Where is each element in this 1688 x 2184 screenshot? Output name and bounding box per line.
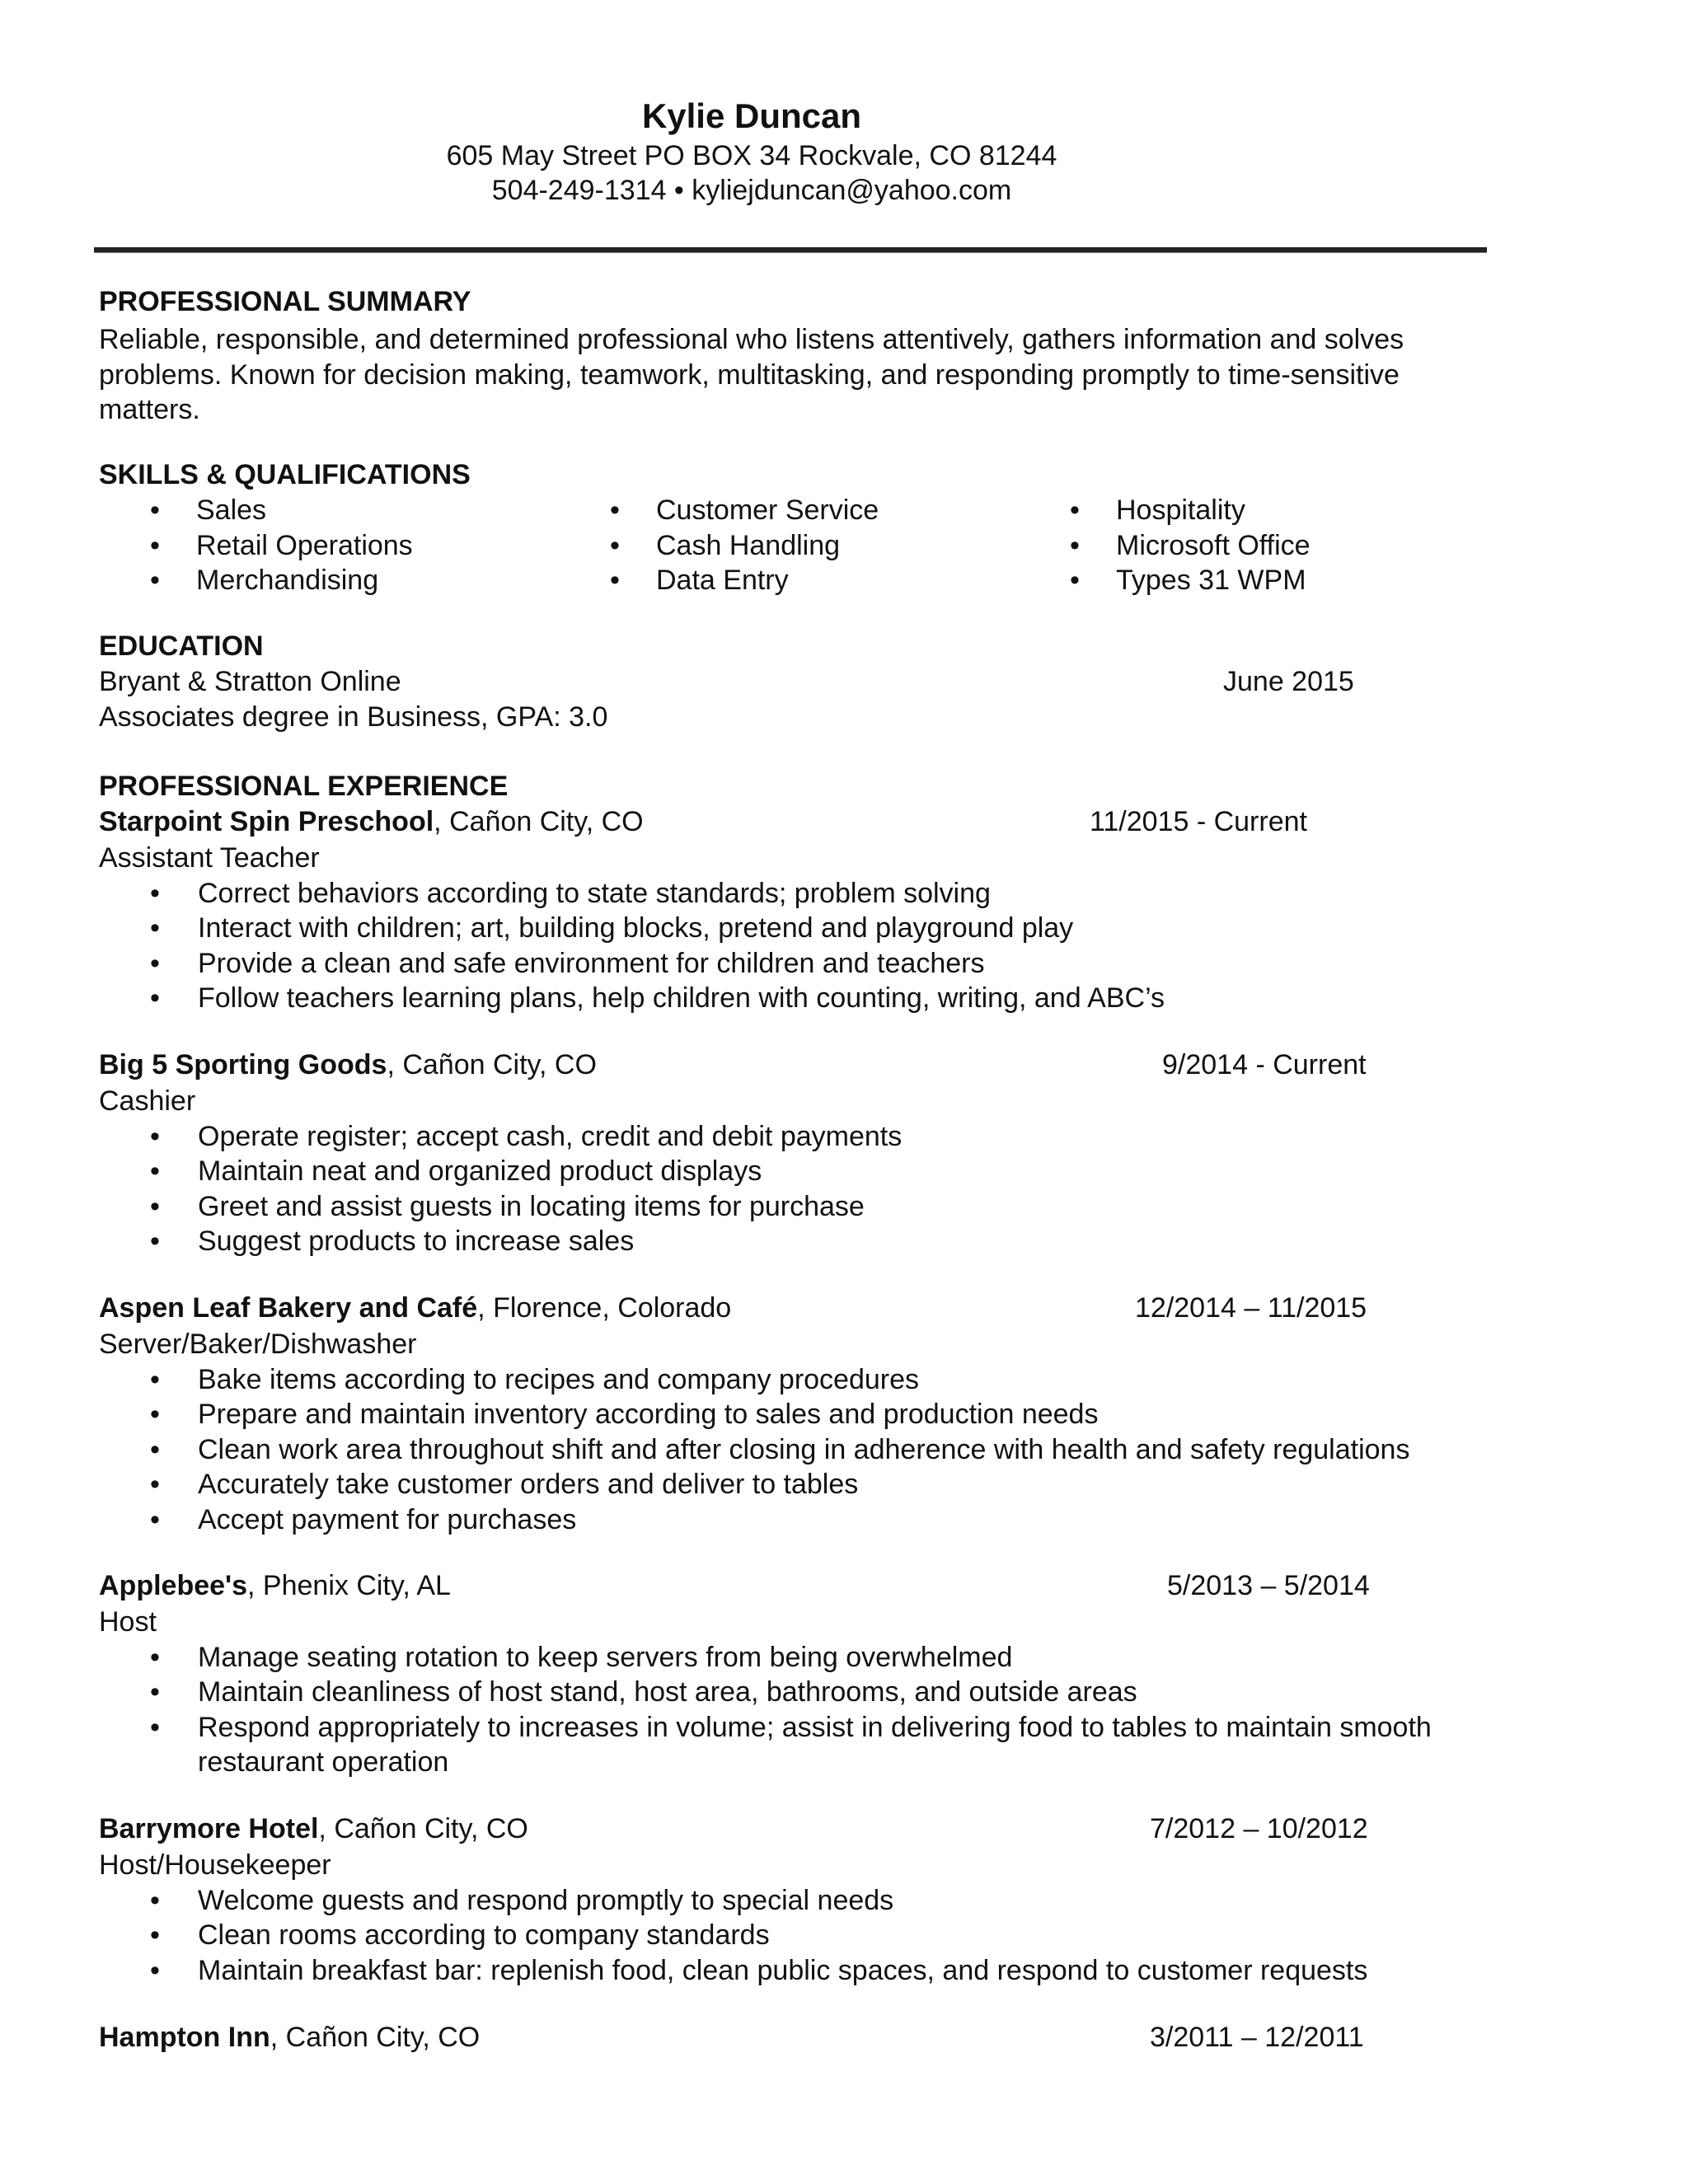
bullet-glyph: • (150, 912, 160, 944)
duty-text: Bake items according to recipes and company procedures (198, 1364, 920, 1395)
job-header (99, 1568, 451, 1603)
job-location: , Cañon City, CO (318, 1813, 528, 1844)
bullet-glyph: • (150, 982, 160, 1015)
skill-label: Sales (196, 494, 267, 526)
duty-text: Provide a clean and safe environment for children and teachers (198, 947, 985, 979)
duty-text: Clean rooms according to company standards (198, 1919, 770, 1952)
education-heading: EDUCATION (99, 630, 264, 662)
bullet-glyph: • (150, 565, 160, 597)
summary-text: Reliable, responsible, and determined professional who listens attentively, gathers information and solves problems. Known for decision making, teamwork, multitasking, and responding promptly to time-sensitive matters. (99, 324, 1404, 425)
header-divider (94, 247, 1487, 253)
bullet-glyph: • (150, 1399, 160, 1431)
bullet-glyph: • (150, 947, 160, 979)
bullet-glyph: • (150, 1364, 160, 1395)
bullet-glyph: • (150, 1954, 160, 1986)
duty-text: Operate register; accept cash, credit and debit payments (198, 1121, 903, 1152)
job-location: , Cañon City, CO (387, 1049, 597, 1080)
bullet-glyph: • (150, 1121, 160, 1152)
job-company: Hampton Inn (99, 2022, 270, 2053)
job-company: Starpoint Spin Preschool (99, 806, 434, 837)
duty-text: Greet and assist guests in locating items for purchase (198, 1190, 865, 1222)
job-duties (150, 1640, 1543, 1780)
duty-text: Respond appropriately to increases in volume; assist in delivering food to tables to maintain smooth restaurant operation (198, 1711, 1432, 1779)
bullet-glyph: • (150, 1885, 160, 1916)
job-title: Host (99, 1606, 157, 1638)
duty-item (150, 1502, 1543, 1537)
job-duties (150, 1883, 1543, 1988)
duty-text: Maintain neat and organized product displays (198, 1155, 762, 1188)
duty-text: Manage seating rotation to keep servers from being overwhelmed (198, 1642, 1013, 1673)
job-duties (150, 1119, 1543, 1259)
job-title: Assistant Teacher (99, 842, 320, 874)
bullet-glyph: • (610, 494, 620, 526)
job-title: Cashier (99, 1085, 196, 1117)
skill-label: Merchandising (196, 565, 379, 597)
bullet-glyph: • (150, 1469, 160, 1501)
job-dates: 9/2014 - Current (1162, 1049, 1367, 1080)
duty-text: Maintain breakfast bar: replenish food, clean public spaces, and respond to customer requests (198, 1954, 1368, 1986)
job-location: , Cañon City, CO (434, 806, 644, 837)
duty-item (150, 1224, 1543, 1258)
duty-text: Accurately take customer orders and deliver to tables (198, 1469, 859, 1501)
duty-item (150, 1640, 1543, 1675)
bullet-glyph: • (610, 529, 620, 561)
bullet-glyph: • (1070, 565, 1080, 597)
bullet-glyph: • (150, 494, 160, 526)
skill-label: Retail Operations (196, 529, 413, 561)
duty-text: Correct behaviors according to state standards; problem solving (198, 878, 991, 909)
duty-text: Prepare and maintain inventory according to sales and production needs (198, 1399, 1099, 1431)
duty-text: Follow teachers learning plans, help children with counting, writing, and ABC’s (198, 982, 1165, 1015)
candidate-name: Kylie Duncan (641, 96, 862, 135)
duty-item (150, 1918, 1543, 1952)
duty-item (150, 1189, 1543, 1224)
job-duties (150, 1362, 1543, 1537)
bullet-glyph: • (150, 1155, 160, 1188)
education-date: June 2015 (1223, 666, 1354, 697)
duty-text: Suggest products to increase sales (198, 1226, 635, 1258)
duty-text: Clean work area throughout shift and after closing in adherence with health and safety regulations (198, 1433, 1410, 1465)
skills-heading: SKILLS & QUALIFICATIONS (99, 459, 471, 490)
duty-text: Welcome guests and respond promptly to special needs (198, 1885, 894, 1916)
bullet-glyph: • (150, 1642, 160, 1673)
job-location: , Phenix City, AL (247, 1570, 451, 1601)
job-header (99, 804, 644, 839)
bullet-glyph: • (150, 1919, 160, 1952)
job-company: Big 5 Sporting Goods (99, 1049, 387, 1080)
skill-label: Hospitality (1116, 494, 1245, 526)
duty-item (150, 876, 1543, 911)
contact-phone-email: 504-249-1314 • kyliejduncan@yahoo.com (491, 175, 1012, 206)
job-dates: 5/2013 – 5/2014 (1167, 1570, 1370, 1601)
skill-label: Microsoft Office (1116, 529, 1311, 561)
duty-text: Maintain cleanliness of host stand, host area, bathrooms, and outside areas (198, 1676, 1137, 1708)
duty-item (150, 1154, 1543, 1188)
duty-item (150, 1953, 1543, 1988)
job-company: Applebee's (99, 1570, 248, 1601)
duty-item (150, 981, 1543, 1015)
job-header (99, 1811, 528, 1846)
duty-item (150, 946, 1543, 981)
job-title: Server/Baker/Dishwasher (99, 1329, 417, 1360)
contact-address: 605 May Street PO BOX 34 Rockvale, CO 81244 (446, 140, 1057, 171)
duty-item (150, 1119, 1543, 1154)
bullet-glyph: • (150, 1433, 160, 1465)
bullet-glyph: • (610, 565, 620, 597)
skill-label: Data Entry (656, 565, 789, 597)
job-header (99, 2020, 480, 2055)
bullet-glyph: • (150, 1190, 160, 1222)
job-company: Barrymore Hotel (99, 1813, 319, 1844)
job-location: , Cañon City, CO (270, 2022, 481, 2053)
job-dates: 12/2014 – 11/2015 (1135, 1292, 1367, 1324)
skill-label: Types 31 WPM (1116, 565, 1306, 597)
job-location: , Florence, Colorado (477, 1292, 732, 1324)
education-school: Bryant & Stratton Online (99, 666, 401, 697)
bullet-glyph: • (150, 1503, 160, 1535)
duty-item (150, 1883, 1543, 1918)
job-duties (150, 876, 1543, 1016)
job-dates: 3/2011 – 12/2011 (1150, 2022, 1364, 2053)
job-dates: 11/2015 - Current (1090, 806, 1307, 837)
summary-heading: PROFESSIONAL SUMMARY (99, 286, 471, 317)
duty-item (150, 1675, 1543, 1709)
bullet-glyph: • (150, 878, 160, 909)
duty-item (150, 1432, 1543, 1467)
duty-item (150, 1710, 1543, 1780)
job-header (99, 1291, 731, 1325)
duty-text: Accept payment for purchases (198, 1503, 577, 1535)
bullet-glyph: • (1070, 494, 1080, 526)
education-degree: Associates degree in Business, GPA: 3.0 (99, 701, 608, 733)
duty-item (150, 1362, 1543, 1397)
experience-heading: PROFESSIONAL EXPERIENCE (99, 771, 509, 802)
job-company: Aspen Leaf Bakery and Café (99, 1292, 478, 1324)
duty-item (150, 911, 1543, 945)
bullet-glyph: • (1070, 529, 1080, 561)
bullet-glyph: • (150, 1711, 160, 1743)
job-title: Host/Housekeeper (99, 1849, 331, 1881)
job-dates: 7/2012 – 10/2012 (1150, 1813, 1368, 1844)
duty-item (150, 1397, 1543, 1432)
bullet-glyph: • (150, 1676, 160, 1708)
skill-label: Customer Service (656, 494, 879, 526)
bullet-glyph: • (150, 529, 160, 561)
job-header (99, 1047, 597, 1082)
skill-label: Cash Handling (656, 529, 841, 561)
duty-item (150, 1467, 1543, 1502)
duty-text: Interact with children; art, building blocks, pretend and playground play (198, 912, 1074, 944)
bullet-glyph: • (150, 1226, 160, 1258)
